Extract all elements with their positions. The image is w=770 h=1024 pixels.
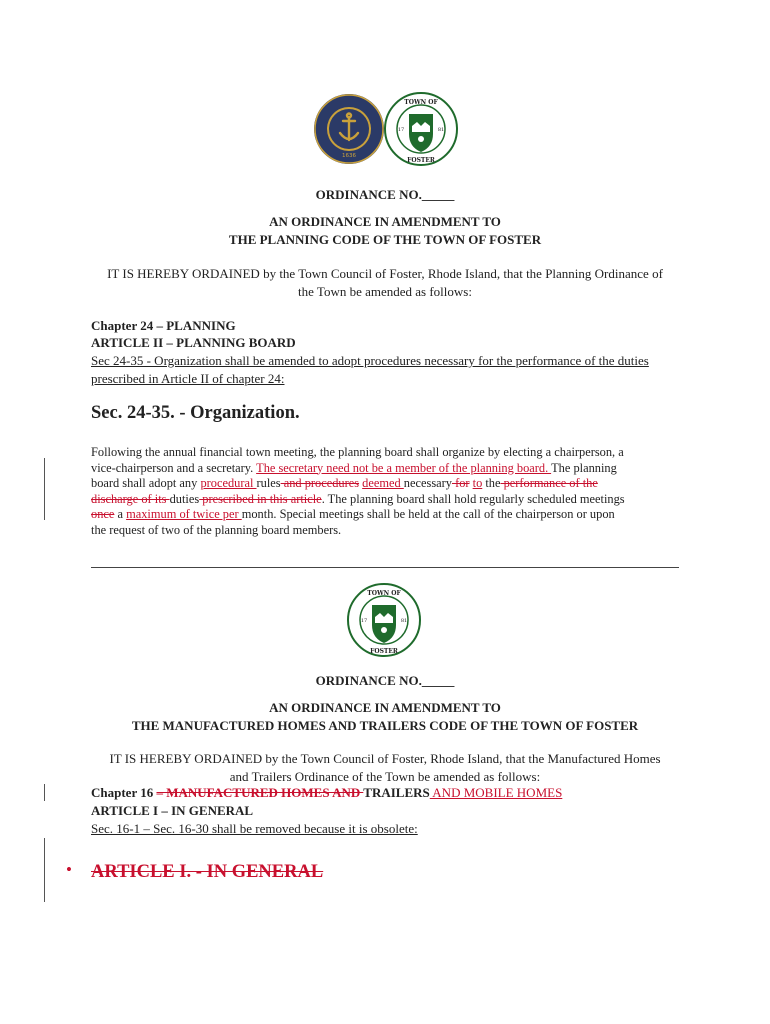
bullet: • <box>66 860 72 879</box>
deleted-text: discharge of its <box>91 491 170 506</box>
deleted-text: and procedures <box>280 476 360 490</box>
chapter-heading: Chapter 24 – PLANNING <box>91 318 236 333</box>
svg-text:81: 81 <box>437 127 445 133</box>
inserted-text: to <box>472 476 483 490</box>
state-seal-year: 1636 <box>342 153 356 159</box>
body-line: the request of two of the planning board members. <box>91 522 342 537</box>
section-heading: Sec. 24-35. - Organization. <box>91 403 300 423</box>
section-divider <box>91 567 679 568</box>
article-heading: ARTICLE I – IN GENERAL <box>91 803 254 818</box>
change-bar <box>44 458 45 520</box>
chapter-heading: Chapter 16 – MANUFACTURED HOMES AND TRAILERS AND MOBILE HOMES <box>91 785 563 800</box>
body-line: once a maximum of twice per month. Special meetings shall be held at the call of the chairperson or upon <box>91 507 615 521</box>
intro-line1: IT IS HEREBY ORDAINED by the Town Council of Foster, Rhode Island, that the Planning Ordinance of <box>107 266 663 281</box>
ordinance-number: ORDINANCE NO._____ <box>315 187 455 202</box>
deleted-text: prescribed in this article <box>199 491 322 506</box>
body-line: board shall adopt any procedural rules and procedures deemed necessary for to the performance of the <box>91 476 598 490</box>
body-line: Following the annual financial town meeting, the planning board shall organize by electing a chairperson, a <box>91 445 624 459</box>
article-heading: ARTICLE II – PLANNING BOARD <box>91 335 296 350</box>
section-instruction-line2: prescribed in Article II of chapter 24: <box>91 371 285 386</box>
svg-text:FOSTER: FOSTER <box>370 648 398 655</box>
svg-text:17: 17 <box>397 127 405 133</box>
intro-line2: and Trailers Ordinance of the Town be amended as follows: <box>229 769 541 784</box>
svg-text:TOWN OF: TOWN OF <box>404 99 438 106</box>
town-of-foster-seal <box>384 92 458 166</box>
ordinance-title-line1: AN ORDINANCE IN AMENDMENT TO <box>269 214 501 229</box>
deleted-text: for <box>451 476 470 490</box>
town-of-foster-seal <box>347 583 421 657</box>
change-bar <box>44 838 45 902</box>
inserted-text: The secretary need not be a member of the planning board. <box>256 460 552 475</box>
change-bar <box>44 784 45 801</box>
rhode-island-state-seal <box>313 93 385 165</box>
ordinance-title-line2: THE PLANNING CODE OF THE TOWN OF FOSTER <box>228 232 542 247</box>
section-instruction-line1: Sec 24-35 - Organization shall be amended to adopt procedures necessary for the performance of the duties <box>91 353 649 368</box>
intro-line1: IT IS HEREBY ORDAINED by the Town Council of Foster, Rhode Island, that the Manufactured Homes <box>109 751 661 766</box>
svg-text:17: 17 <box>360 618 368 624</box>
intro-line2: the Town be amended as follows: <box>298 284 472 299</box>
body-line: discharge of its duties prescribed in this article. The planning board shall hold regularly scheduled meetings <box>91 491 625 506</box>
svg-text:81: 81 <box>400 618 408 624</box>
deleted-article-heading: ARTICLE I. - IN GENERAL <box>91 862 324 882</box>
svg-text:FOSTER: FOSTER <box>407 157 435 164</box>
deleted-text: – MANUFACTURED HOMES AND <box>156 785 364 800</box>
ordinance-number: ORDINANCE NO._____ <box>315 673 455 688</box>
ordinance-title-line2: THE MANUFACTURED HOMES AND TRAILERS CODE OF THE TOWN OF FOSTER <box>131 718 639 733</box>
inserted-text: deemed <box>362 476 404 490</box>
svg-text:TOWN OF: TOWN OF <box>367 590 401 597</box>
inserted-text: procedural <box>200 476 257 490</box>
ordinance-title-line1: AN ORDINANCE IN AMENDMENT TO <box>269 700 501 715</box>
section-instruction: Sec. 16-1 – Sec. 16-30 shall be removed because it is obsolete: <box>91 821 418 836</box>
inserted-text: AND MOBILE HOMES <box>429 785 563 800</box>
section-body <box>91 445 681 538</box>
inserted-text: maximum of twice per <box>126 507 242 521</box>
deleted-text: once <box>91 507 115 521</box>
deleted-text: performance of the <box>500 476 598 490</box>
body-line: vice-chairperson and a secretary. The secretary need not be a member of the planning board. The planning <box>91 460 617 475</box>
